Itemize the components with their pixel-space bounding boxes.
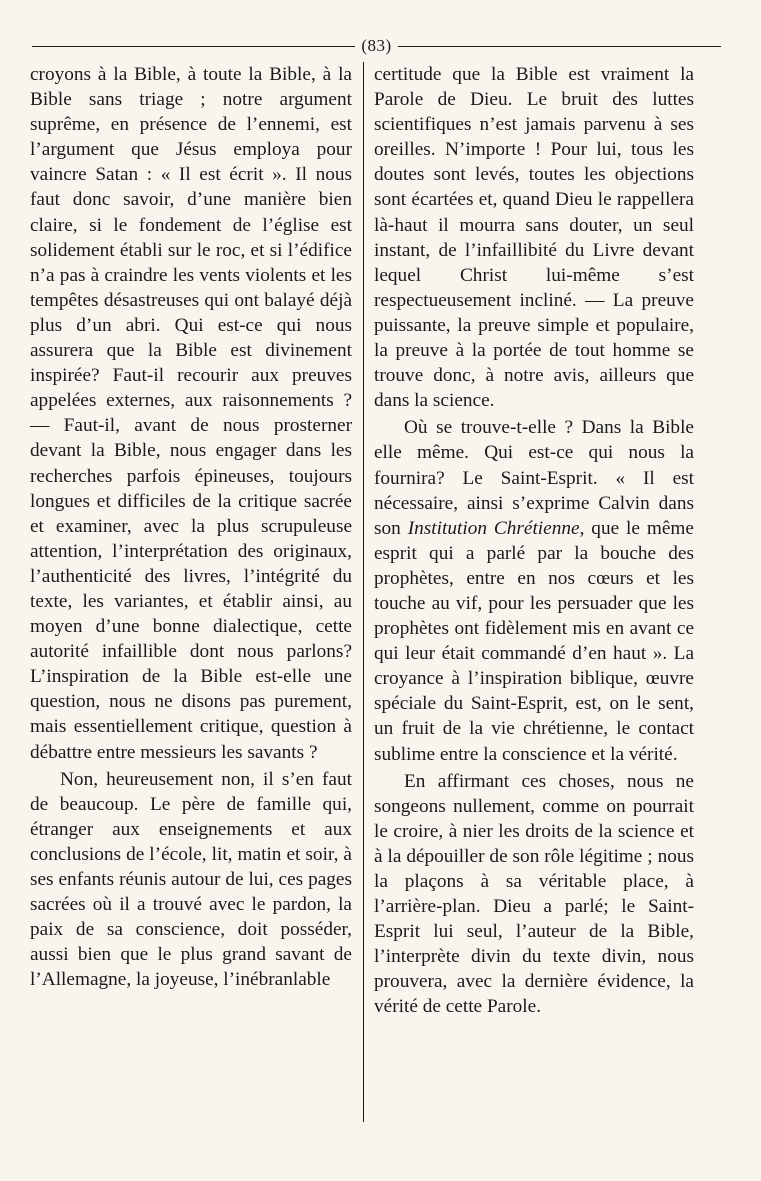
right-column — [374, 62, 694, 1111]
page-header — [32, 34, 721, 58]
paragraph-with-citation — [374, 415, 694, 766]
paragraph-text: , que le même esprit qui a parlé par la bouche des prophètes, entre en nos cœurs et les touche au vif, pour les persuader que les prophètes ont fidèlement mis en avant ce qui leur était commandé d’en haut ». La croyance à l’inspiration biblique, œuvre spéciale du Saint-Esprit, est, on le sent, un fruit de la vie chrétienne, le contact sublime entre la conscience et la vérité. — [374, 517, 694, 765]
paragraph: En affirmant ces choses, nous ne songeons nullement, comme on pourrait le croire, à nier les droits de la science et à la dépouiller de son rôle légitime ; nous la plaçons à sa véritable place, à l’arrière-plan. Dieu a parlé; le Saint-Esprit lui seul, l’auteur de la Bible, l’interprète divin du texte divin, nous prouvera, avec la dernière évidence, la vérité de cette Parole. — [374, 770, 694, 1018]
header-rule-right — [398, 46, 721, 47]
paragraph: croyons à la Bible, à toute la Bible, à la Bible sans triage ; notre argument suprême, en présence de l’ennemi, est l’argument que Jésus employa pour vaincre Satan : « Il est écrit ». Il nous faut donc savoir, d’une manière bien claire, si le fondement de l’église est solidement établi sur le roc, et si l’édifice n’a pas à craindre les vents violents et les tempêtes désastreuses qui ont balayé déjà plus d’un abri. Qui est-ce qui nous assurera que la Bible est divinement inspirée? Faut-il recourir aux preuves appelées externes, aux raisonnements ? — Faut-il, avant de nous prosterner devant la Bible, nous engager dans les recherches parfois épineuses, toujours longues et difficiles de la critique sacrée et examiner, avec la plus scrupuleuse attention, l’interprétation des originaux, l’authenticité des livres, l’intégrité du texte, les variantes, et établir ainsi, au moyen d’une bonne dialectique, cette autorité infaillible dont nous parlons? L’inspiration de la Bible est-elle une question, nous ne disons pas purement, mais essentiellement critique, question à débattre entre messieurs les savants ? — [30, 64, 352, 763]
header-rule-left — [32, 46, 355, 47]
page-number: (83) — [361, 36, 392, 55]
left-column — [30, 62, 352, 1111]
book-title: Institution Chrétienne — [407, 517, 580, 539]
paragraph-text: Où se trouve-t-elle ? Dans la Bible elle même. Qui est-ce qui nous la fournira? Le Saint-Esprit. « Il est nécessaire, ainsi s’exprime Calvin dans son — [374, 417, 694, 539]
paragraph: certitude que la Bible est vraiment la Parole de Dieu. Le bruit des luttes scientifiques n’est jamais parvenu à ses oreilles. N’importe ! Pour lui, tous les doutes sont levés, toutes les objections sont écartées et, quand Dieu le rappellera là-haut il mourra sans douter, un seul instant, de l’infaillibité du Livre devant lequel Christ lui-même s’est respectueusement incliné. — La preuve puissante, la preuve simple et populaire, la preuve à la portée de tout homme se trouve donc, à notre avis, ailleurs que dans la science. — [374, 64, 694, 412]
paragraph: Non, heureusement non, il s’en faut de beaucoup. Le père de famille qui, étranger aux enseignements et aux conclusions de l’école, lit, matin et soir, à ses enfants réunis autour de lui, ces pages sacrées où il a trouvé avec le pardon, la paix de sa conscience, doit posséder, aussi bien que le plus grand savant de l’Allemagne, la joyeuse, l’inébranlable — [30, 768, 352, 991]
column-divider — [363, 62, 364, 1122]
